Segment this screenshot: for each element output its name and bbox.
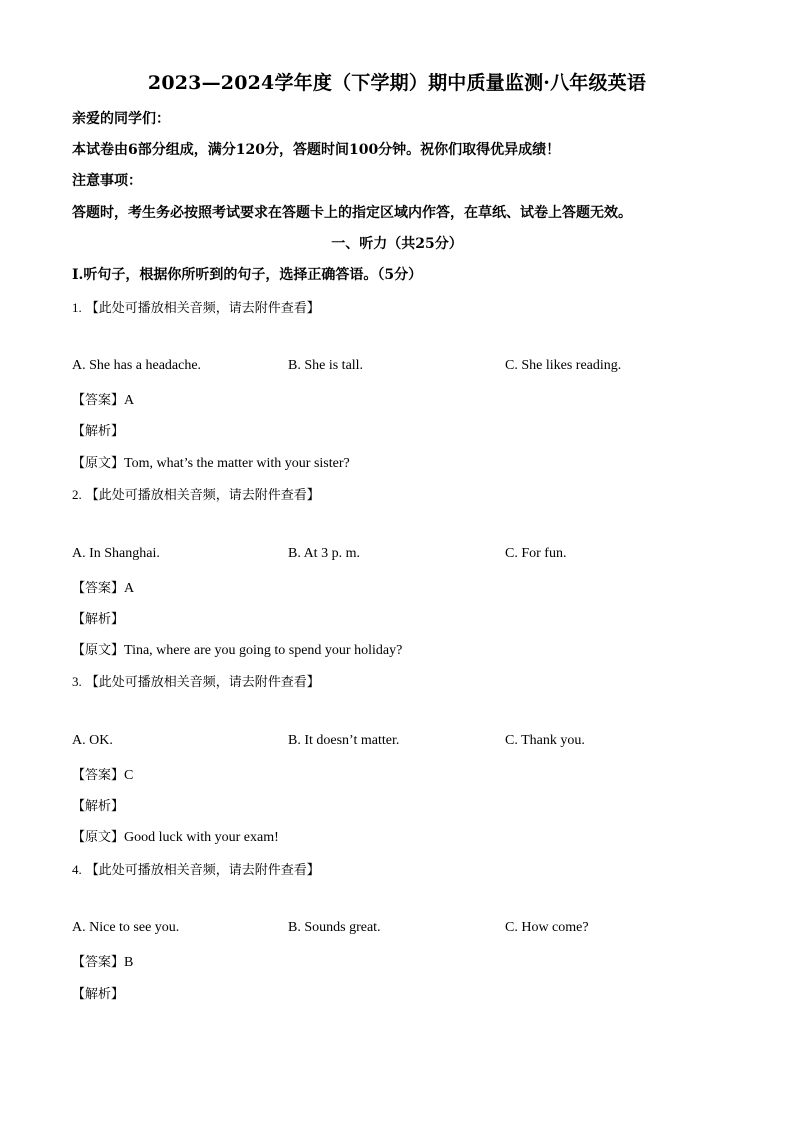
question-3-option-a: A. OK.: [72, 733, 113, 748]
original-text: Tom, what’s the matter with your sister?: [124, 456, 350, 471]
audio-note: 【此处可播放相关音频，请去附件查看】: [85, 863, 320, 878]
question-2-number: 2.: [72, 487, 82, 502]
question-4-answer: [72, 951, 133, 971]
question-3-original: [72, 826, 279, 846]
question-3-option-b: B. It doesn’t matter.: [288, 733, 400, 748]
question-1-option-c: C. She likes reading.: [505, 358, 622, 373]
question-2-original: [72, 639, 402, 659]
audio-note: 【此处可播放相关音频，请去附件查看】: [85, 675, 320, 690]
question-2-prompt: [72, 484, 320, 504]
question-2-option-a: A. In Shanghai.: [72, 546, 160, 561]
answer-value: B: [124, 955, 134, 970]
original-label: 【原文】: [72, 830, 125, 845]
question-4-option-c: C. How come?: [505, 920, 589, 935]
original-text: Tina, where are you going to spend your holiday?: [124, 643, 403, 658]
question-3-option-c: C. Thank you.: [505, 733, 585, 748]
question-4-option-a: A. Nice to see you.: [72, 920, 180, 935]
notes-text: 答题时，考生务必按照考试要求在答题卡上的指定区域内作答，在草纸、试卷上答题无效。: [72, 205, 632, 221]
question-1-analysis: [72, 420, 124, 440]
answer-value: A: [124, 581, 135, 596]
question-3-answer: [72, 764, 133, 784]
question-3-prompt: [72, 671, 320, 691]
analysis-label: 【解析】: [72, 987, 125, 1002]
question-4-number: 4.: [72, 862, 82, 877]
question-2-analysis: [72, 608, 124, 628]
question-1-option-a: A. She has a headache.: [72, 358, 202, 373]
answer-label: 【答案】: [72, 955, 125, 970]
analysis-label: 【解析】: [72, 424, 125, 439]
original-label: 【原文】: [72, 643, 125, 658]
original-label: 【原文】: [72, 456, 125, 471]
analysis-label: 【解析】: [72, 612, 125, 627]
question-3-analysis: [72, 795, 124, 815]
answer-value: A: [124, 393, 135, 408]
question-1-number: 1.: [72, 300, 82, 315]
answer-label: 【答案】: [72, 393, 125, 408]
question-1-option-b: B. She is tall.: [288, 358, 364, 373]
question-4-analysis: [72, 983, 124, 1003]
question-4-option-b: B. Sounds great.: [288, 920, 381, 935]
question-3-number: 3.: [72, 674, 82, 689]
answer-value: C: [124, 768, 134, 783]
question-1-prompt: [72, 297, 320, 317]
question-1-answer: [72, 389, 134, 409]
original-text: Good luck with your exam!: [124, 830, 279, 845]
answer-label: 【答案】: [72, 768, 125, 783]
intro-text: 本试卷由6部分组成，满分120分，答题时间100分钟。祝你们取得优异成绩！: [72, 142, 561, 158]
audio-note: 【此处可播放相关音频，请去附件查看】: [85, 301, 320, 316]
audio-note: 【此处可播放相关音频，请去附件查看】: [85, 488, 320, 503]
answer-label: 【答案】: [72, 581, 125, 596]
section-heading: 一、听力（共25分）: [331, 236, 463, 252]
question-4-prompt: [72, 859, 320, 879]
question-2-answer: [72, 577, 134, 597]
analysis-label: 【解析】: [72, 799, 125, 814]
question-1-original: [72, 452, 350, 472]
page-title: 2023—2024学年度（下学期）期中质量监测·八年级英语: [147, 72, 647, 94]
part-heading: I.听句子，根据你所听到的句子，选择正确答语。（5分）: [72, 267, 423, 283]
greeting: 亲爱的同学们：: [72, 111, 170, 127]
question-2-option-c: C. For fun.: [505, 546, 567, 561]
question-2-option-b: B. At 3 p. m.: [288, 546, 360, 561]
notes-heading: 注意事项：: [72, 173, 142, 189]
